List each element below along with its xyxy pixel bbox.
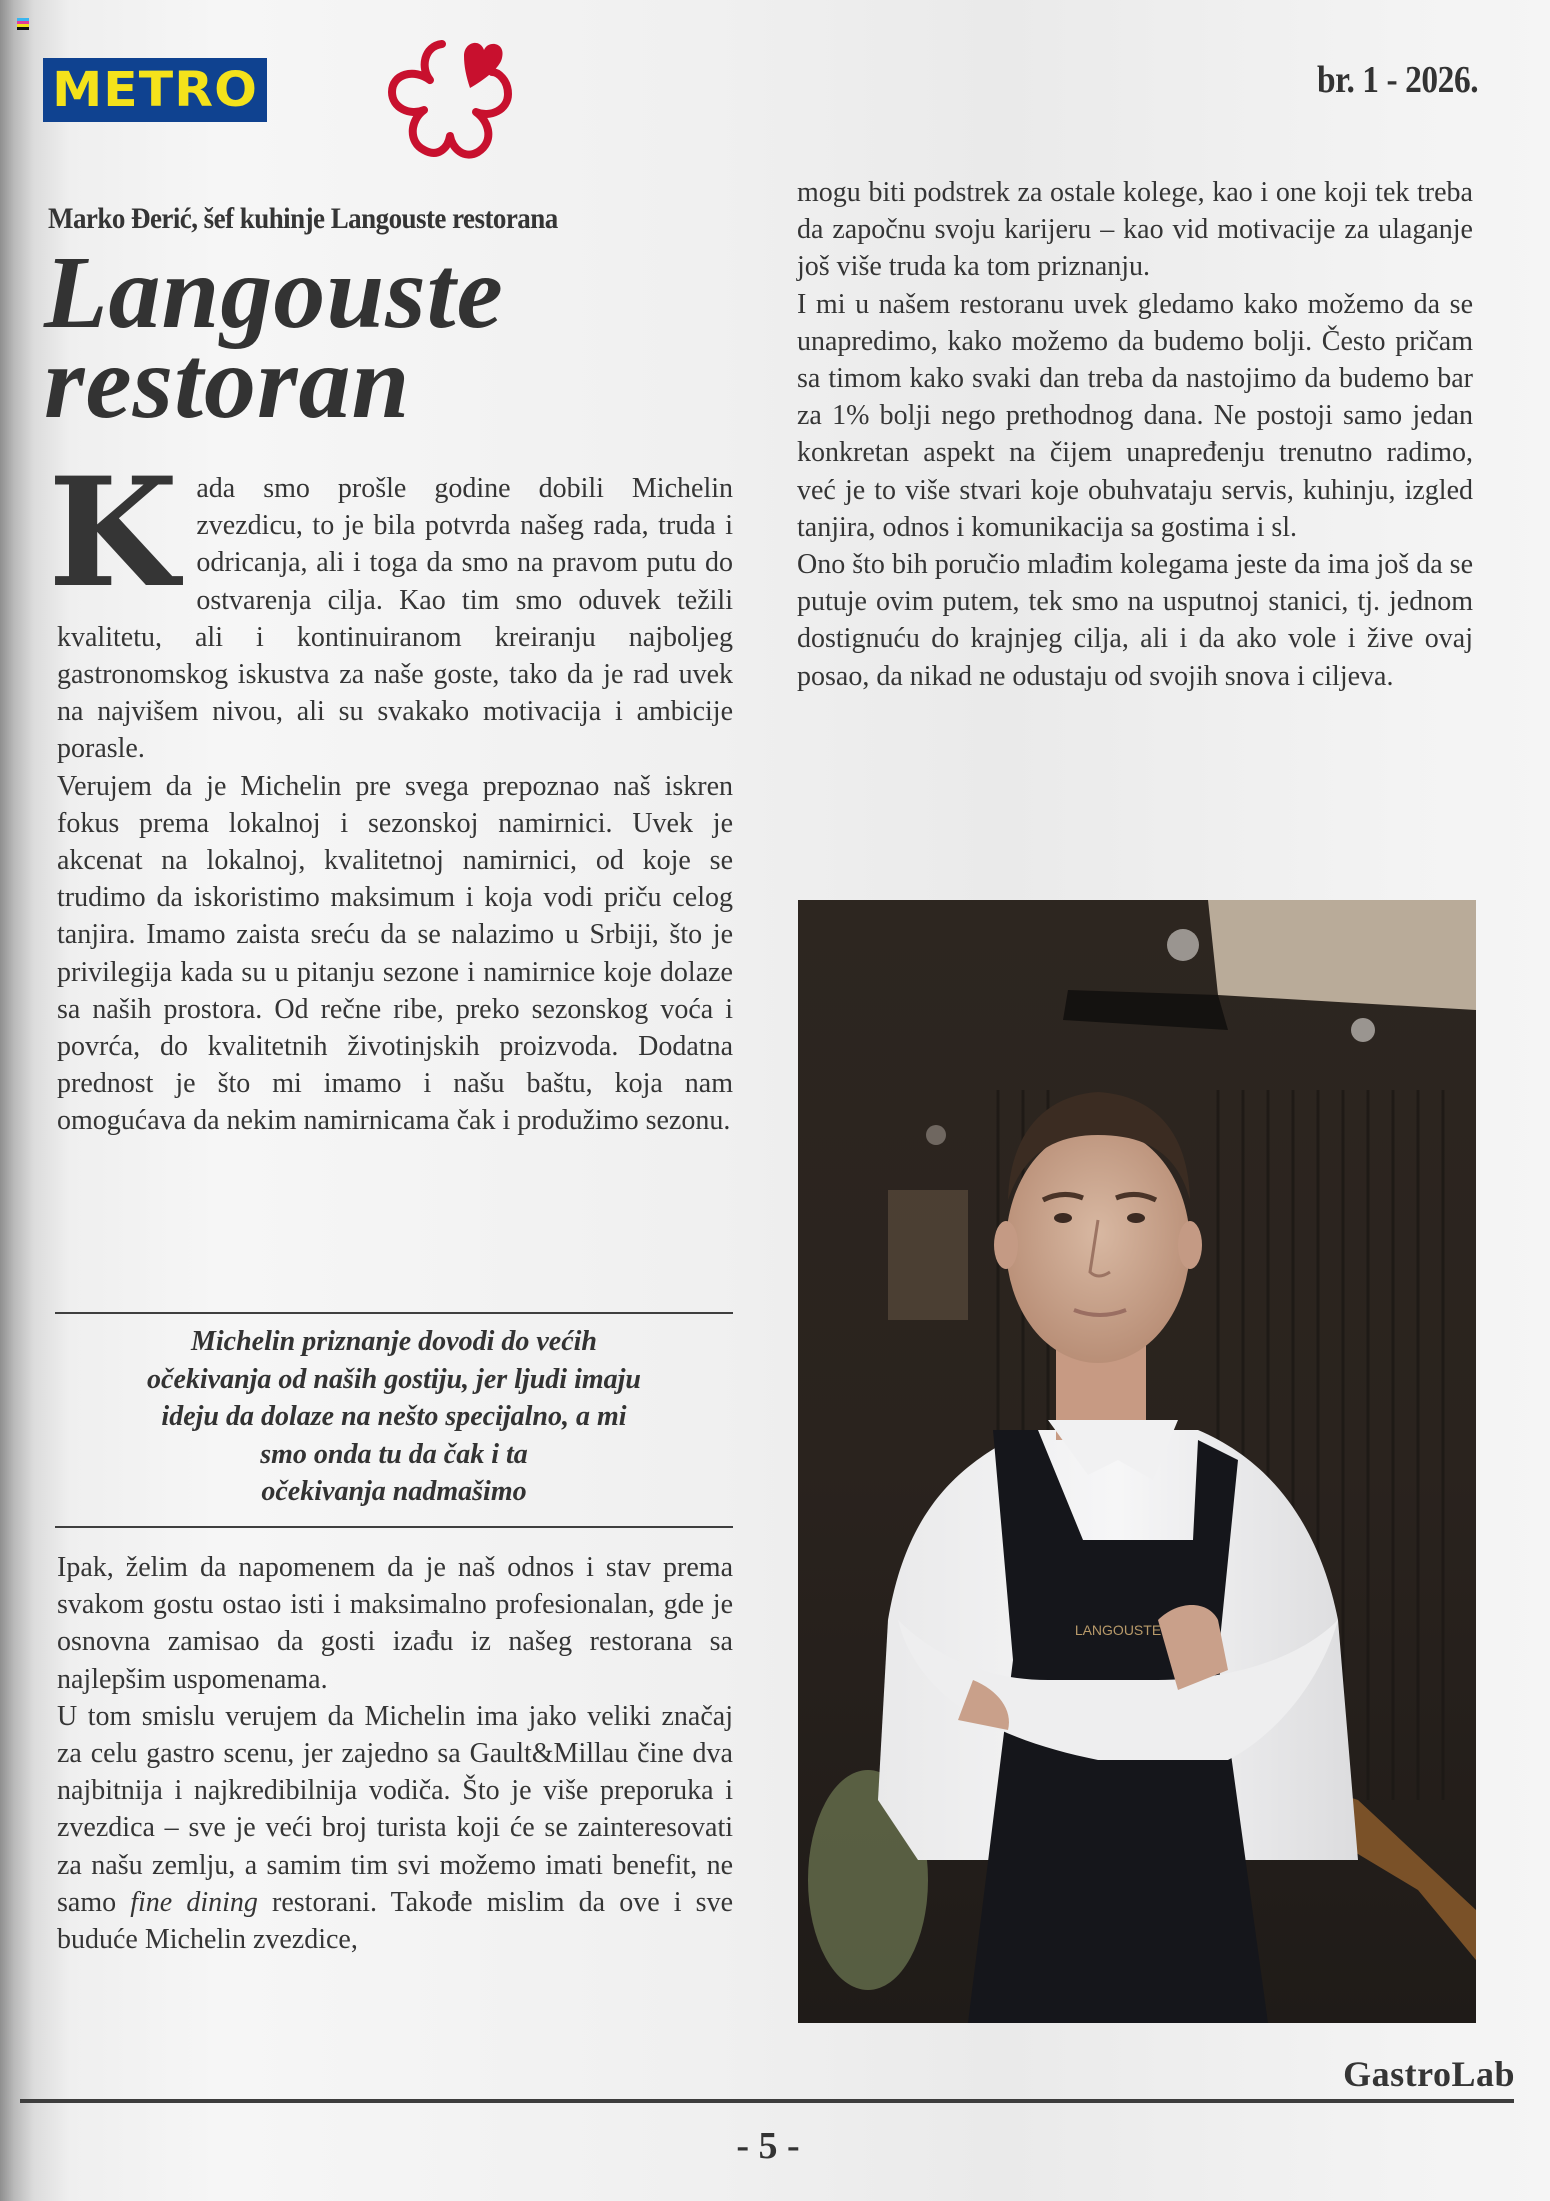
paragraph: Ipak, želim da napomenem da je naš odnos i stav prema svakom gostu ostao isti i maksimalno profesionalan, gde je osnovna zamisao da gosti izađu iz našeg restorana sa najlepšim uspomenama. [57, 1552, 733, 1695]
pull-quote-line: Michelin priznanje dovodi do većih [191, 1326, 597, 1357]
drop-cap: K [48, 445, 179, 621]
paragraph [48, 445, 733, 768]
right-column [797, 174, 1473, 695]
italic-phrase: fine dining [130, 1886, 258, 1918]
footer-divider [20, 2099, 1514, 2103]
chef-photo [798, 900, 1476, 2023]
print-color-marker [17, 18, 29, 30]
metro-logo-text: METRO [52, 62, 258, 118]
page-number: - 5 - [736, 2125, 800, 2167]
pull-quote-line: očekivanja nadmašimo [261, 1476, 527, 1507]
left-column-top [48, 445, 733, 1140]
apron-logo-text: LANGOUSTE [1074, 1622, 1162, 1638]
chef-photo-illustration [798, 900, 1476, 2023]
paragraph-text: restorani. Takođe mislim da ove i sve buduće Michelin zvezdice, [57, 1886, 733, 1956]
michelin-star-icon [384, 32, 516, 174]
paragraph: I mi u našem restoranu uvek gledamo kako možemo da se unapredimo, kako možemo da budemo bolji. Često pričam sa timom kako svaki dan treba da nastojimo da budemo bar za 1% bolji nego prethodnog dana. Ne postoji samo jedan konkretan aspekt na čijem unapređenju trenutno radimo, već je to više stvari koje obuhvataju servis, kuhinju, izgled tanjira, odnos i komunikacija sa gostima i sl. [797, 288, 1473, 543]
pull-quote-line: očekivanja od naših gostiju, jer ljudi imaju [147, 1363, 641, 1395]
article-byline: Marko Đerić, šef kuhinje Langouste restorana [48, 202, 558, 235]
issue-number: br. 1 - 2026. [1316, 59, 1478, 101]
paragraph: Ono što bih poručio mlađim kolegama jeste da ima još da se putuje ovim putem, tek smo na usputnoj stanici, tj. jednom dostignuću do krajnjeg cilja, ali i da ako vole i žive ovaj posao, da nikad ne odustaju od svojih snova i ciljeva. [797, 549, 1473, 692]
left-column-bottom [57, 1549, 733, 1958]
pull-quote [55, 1312, 733, 1528]
paragraph: mogu biti podstrek za ostale kolege, kao i one koji tek treba da započnu svoju karijeru – kao vid motivacije za ulaganje još više truda ka tom priznanju. [797, 177, 1473, 283]
paragraph: Verujem da je Michelin pre svega prepoznao naš iskren fokus prema lokalnoj i sezonskoj namirnici. Uvek je akcenat na lokalnoj, kvalitetnoj namirnici, od koje se trudimo da iskoristimo maksimum i koja vodi priču celog tanjira. Imamo zaista sreću da se nalazimo u Srbiji, što je privilegija kada su u pitanju sezone i namirnice koje dolaze sa naših prostora. Od rečne ribe, preko sezonskog voća i povrća, do kvalitetnih životinjskih proizvoda. Dodatna prednost je što mi imamo i našu baštu, koja nam omogućava da nekim namirnicama čak i produžimo sezonu. [57, 770, 733, 1137]
title-line-1: Langouste [44, 235, 504, 350]
title-line-2: restoran [44, 325, 411, 440]
paragraph [57, 1698, 733, 1958]
article-title [44, 235, 504, 440]
metro-logo [43, 58, 267, 122]
paragraph-text: ada smo prošle godine dobili Michelin zvezdicu, to je bila potvrda našeg rada, truda i odricanja, ali i toga da smo na pravom putu do ostvarenja cilja. Kao tim smo oduvek težili kvalitetu, ali i kontinuiranom kreiranju najboljeg gastronomskog iskustva za naše goste, tako da je rad uvek na najvišem nivou, ali su svakako motivacija i ambicije porasle. [57, 473, 733, 765]
pull-quote-line: ideju da dolaze na nešto specijalno, a mi [161, 1401, 627, 1432]
magazine-name: GastroLab [1343, 2054, 1515, 2094]
pull-quote-line: smo onda tu da čak i ta [260, 1438, 528, 1470]
paragraph-text: U tom smislu verujem da Michelin ima jako veliki značaj za celu gastro scenu, jer zajedno sa Gault&Millau čine dva najbitnija i najkredibilnija vodiča. Što je više preporuka i zvezdica – sve je veći broj turista koji će se zainteresovati za našu zemlju, a samim tim svi možemo imati benefit, ne samo [57, 1700, 733, 1918]
